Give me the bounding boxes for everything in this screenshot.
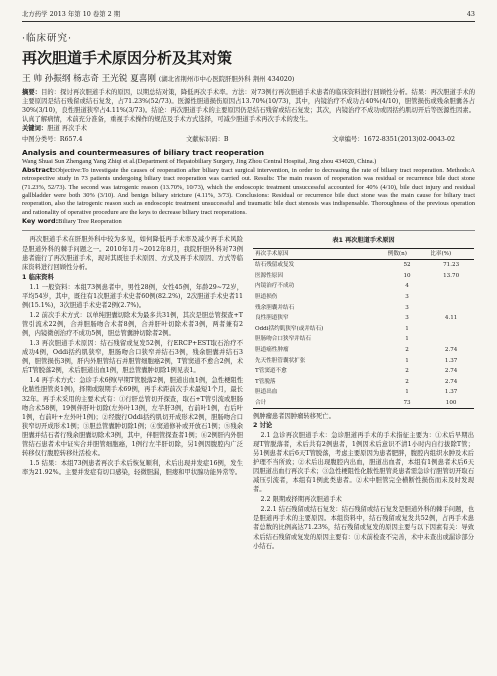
table-cell: 13.70 bbox=[443, 272, 460, 279]
table-row bbox=[253, 387, 474, 398]
keywords-zh bbox=[22, 125, 475, 134]
table-cell: 残余胆囊并结石 bbox=[255, 304, 295, 311]
body-paragraph: 1.2 前次手术方式：以单纯胆囊切除术为最多共31例，其次是胆总管探查+T管引流术22例，合并胆肠吻合术者8例，合并肝叶切除术者3例，两者兼有2例，内镜微创治疗不成功5例，胆总管囊肿切除者2例。 bbox=[22, 311, 243, 338]
table-row bbox=[253, 302, 474, 313]
cause-table bbox=[253, 237, 474, 408]
body-paragraph: 1.1 一般资料：本组73例患者中，男性28例，女性45例，年龄29~72岁，平均54岁，其中，既往有1次胆道手术史者60例(82.2%)，2次胆道手术史者11例(15.1%)，3次胆道手术史者2例(2.7%)。 bbox=[22, 283, 243, 309]
table-cell: 2.74 bbox=[444, 368, 458, 375]
author-line bbox=[22, 74, 475, 86]
table-cell: 52 bbox=[403, 262, 411, 269]
table-note: 例肿瘤患者因肿瘤转移死亡。 bbox=[253, 412, 335, 420]
table-cell bbox=[428, 334, 474, 345]
table-cell: 胆肠吻合口狭窄并结石 bbox=[255, 336, 311, 343]
table-cell: 73 bbox=[386, 398, 429, 409]
body-paragraph: 1.3 再次胆道手术原因：结石残留或复发52例，行ERCP+EST取石治疗不成功4例，Oddi括约肌狭窄，胆肠吻合口狭窄并结石3例，残余胆囊并结石3例，胆管损伤3例，肝内外胆管结石并胆管细胞癌2例，T管窦道不愈合2例，术后T管脱落2例，术后胆道出血1例，胆总管囊肿切除1例见表1。 bbox=[22, 340, 243, 375]
english-keywords bbox=[22, 217, 475, 226]
table-cell: 3 bbox=[405, 315, 409, 322]
keywords-label: 关键词： bbox=[22, 125, 48, 133]
table-header-cell: 比率(%) bbox=[428, 249, 474, 260]
section-heading: 1 临床资料 bbox=[22, 273, 54, 281]
table-cell: 100 bbox=[428, 398, 474, 409]
table-row bbox=[253, 334, 474, 345]
table-header-row bbox=[253, 249, 474, 260]
table-cell: 1 bbox=[405, 336, 409, 343]
body-paragraph: 2.2 限期或择期再次胆道手术 bbox=[260, 496, 342, 504]
english-abstract-label: Abstract: bbox=[22, 166, 56, 175]
table-row bbox=[253, 345, 474, 356]
english-abstract-text: Objective:To investigate the causes of reoperation after biliary tract surgical intervention, in order to decreasing the rate of biliary tract reoperation. Methods:A retrospective study in 73 patients undergoing biliary tract reoperation was carried out. Results: The main reason of reoperation was residual or recurrence bile duct stone (71.23%, 52/73). The second was iatrogenic reason (13.70%, 10/73), which the endoscopic treatment unsuccessful accounted for 40% (4/10), bile duct injury and residual gallbladder were both 30% (3/10). And benign biliary stricture (4.11%, 3/73). Conclusions: Residual or recurrence bile duct stone was the main cause for biliary tract reoperation, also the iatrogenic reason such as endoscopic treatment unsuccessful and traumatic bile duct stenosis was indispensable. Thoroughness of the previous operation and rationality of operative procedure are the keys to decrease biliary tract reoperations. bbox=[22, 167, 475, 216]
table-caption: 表1 再次胆道手术原因 bbox=[332, 237, 395, 245]
english-keywords-text: Biliary Tree Reoperation bbox=[58, 218, 122, 226]
keywords-text: 胆道 再次手术 bbox=[47, 125, 87, 133]
article-number: 文章编号：1672-8351(2013)02-0043-02 bbox=[332, 135, 455, 143]
table-header-cell: 例数(n) bbox=[386, 249, 429, 260]
english-title: Analysis and countermeasures of biliary tract reoperation bbox=[22, 147, 265, 157]
table-cell: 1.37 bbox=[444, 357, 458, 364]
section-heading: 2 讨论 bbox=[253, 421, 273, 429]
table-cell: 胆道癌性肿瘤 bbox=[255, 346, 289, 353]
right-column-text bbox=[253, 421, 474, 551]
english-authors: Wang Shuai Sun Zhengang Yang Zhiqi et al.(Department of Hepatobiliary Surgery, Jing Zhou Central Hospital, Jing zhou 434020, China.) bbox=[22, 157, 377, 165]
classification-line bbox=[22, 136, 475, 145]
table-row bbox=[253, 355, 474, 366]
body-paragraph: 2.2.1 结石残留或结石复发：结石残留或结石复发是胆道外科的棘手问题，也是胆道再手术的主要原因。本组资料中，结石残留或复发共52例，占再手术患者总数的比例高达71.23%，结石残留或复发的原因主要与以下因素有关：导致术后结石残留或复发的原因主要有：①术前检查不完善，术中未查出或漏诊部分小结石。 bbox=[253, 506, 474, 550]
table-row bbox=[253, 271, 474, 282]
right-column bbox=[253, 235, 474, 551]
table-cell: 3 bbox=[405, 304, 409, 311]
table-row bbox=[253, 292, 474, 303]
document-code: 文献标识码：B bbox=[186, 135, 229, 143]
table-cell: 结石残留或复发 bbox=[255, 262, 295, 269]
table-cell: 4.11 bbox=[444, 315, 458, 322]
body-columns bbox=[22, 230, 475, 551]
body-paragraph: 1.4 再手术方式：急诊手术6例(早期T管脱落2例，胆道出血1例，急性梗阻性化脓性胆管炎1例)，择期或限期手术69例，再手术距前次手术最短1个月，最长32年。再手术采用的主要术式有：①行肝总管切开探查，取石+T管引流或胆肠吻合术58例，19例伴肝叶切除(左外叶13例，左半肝3例，右前叶1例，右后叶1例，右前叶+左外叶1例)；②经腹行Oddi括约肌切开成形术2例，胆肠吻合口狭窄切开成形术1例；③胆总管囊肿切除1例；④窦道修补或开放石1例；⑤残余胆囊并结石者行残余胆囊切除术3例，其中，伴胆管探查者1例；⑥2例肝内外胆管结石患者术中证实合并胆管细胞癌，1例行左半肝切除，另1例因腹腔内广泛转移仅行腹腔转移灶活检术。 bbox=[22, 377, 243, 457]
table-row bbox=[253, 366, 474, 377]
table-cell: 1 bbox=[405, 325, 409, 332]
table-cell: 内镜治疗不成功 bbox=[255, 283, 295, 290]
table-cell: 胆道出血 bbox=[255, 389, 278, 396]
table-cell: 3 bbox=[405, 293, 409, 300]
table-cell: Oddi括约肌狭窄(或并结石) bbox=[255, 325, 324, 332]
table-head bbox=[253, 249, 474, 260]
page-number: 43 bbox=[466, 10, 475, 18]
table-cell: 先天性胆管囊状扩张 bbox=[255, 357, 306, 364]
table-cell bbox=[428, 292, 474, 303]
table-cell: T管脱落 bbox=[255, 378, 276, 385]
left-column bbox=[22, 235, 243, 551]
table-cell: T管窦道不愈 bbox=[255, 368, 287, 375]
table-cell: 良性胆道狭窄 bbox=[255, 315, 289, 322]
table-cell: 2 bbox=[405, 346, 409, 353]
table-row bbox=[253, 323, 474, 334]
affiliation: (湖北省荆州市中心医院肝胆外科 荆州 434020) bbox=[158, 74, 295, 83]
clc-number: 中图分类号：R657.4 bbox=[22, 135, 83, 143]
table-cell: 胆道损伤 bbox=[255, 293, 278, 300]
table-row bbox=[253, 313, 474, 324]
table-cell: 10 bbox=[403, 272, 411, 279]
table-cell: 1 bbox=[405, 357, 409, 364]
table-cell: 医源性原因 bbox=[255, 272, 283, 279]
journal-info: 北方药学 2013 年第 10 卷第 2 期 bbox=[22, 10, 121, 18]
table-cell bbox=[428, 323, 474, 334]
table-cell: 2 bbox=[405, 368, 409, 375]
table-cell: 1.37 bbox=[444, 389, 458, 396]
body-paragraph: 再次胆道手术在肝胆外科中较为多见，如何降低再手术率及减少再手术风险是胆道外科的棘手问题之一。2010年1月~2012年8月，我院肝胆外科对73例患者施行了再次胆道手术，现对其既往手术原因、方式及再手术原因、方式等临床资料进行回顾性分析。 bbox=[22, 236, 243, 271]
table-cell bbox=[428, 302, 474, 313]
table-cell: 2 bbox=[405, 378, 409, 385]
table-cell bbox=[428, 281, 474, 292]
table-cell: 2.74 bbox=[444, 346, 458, 353]
column-tag: ·临床研究· bbox=[22, 32, 73, 44]
english-abstract bbox=[22, 166, 475, 217]
table-cell: 1 bbox=[405, 389, 409, 396]
body-paragraph: 2.1 急诊再次胆道手术：急诊胆道再手术的手术指征主要为：①术后早期出现T管脱落者，术后共有2例患者，1例因术后意识不清1小时内自行拔除T管；另1例患者术后6天T管脱落，考虑主要原因为患者肥胖，腹腔内组织水肿及术后护理不当所致；②术后出现腹腔内出血，胆道出血者，本组有1例患者术后6天因胆道出血行再次手术；③急性梗阻性化脓性胆管炎患者需急诊行胆管切开取石减压引流者，本组有1例此类患者。②术中胆管完全横断性损伤而未及时发现者。 bbox=[253, 431, 474, 494]
abstract-text: 目的：探讨再次胆道手术的原因，以期总结对策，降低再次手术率。方法：对73例行再次胆道手术患者的临床资料进行回顾性分析。结果：再次胆道手术的主要原因是结石残留或结石复发，占71.23%(52/73)。医源性胆道损伤原因占13.70%(10/73)，其中，内镜治疗不成功占40%(4/10)，胆管损伤或残余胆囊各占30%(3/10)，良性胆道狭窄占4.11%(3/73)。结论：再次胆道手术的主要原因仍是结石残留或结石复发；其次，内镜治疗不成功或因括约肌切开后等医源性因素。认真了解病情，术前充分准备，重视手术操作的规范及手术方式选择，可减少胆道手术再次手术的发生。 bbox=[22, 89, 476, 123]
abstract-label: 摘要： bbox=[22, 89, 42, 97]
authors: 王 帅 孙振纲 杨志奇 王光锐 夏喜刚 bbox=[22, 73, 156, 84]
table-row bbox=[253, 260, 474, 271]
table-row bbox=[253, 281, 474, 292]
table-cell: 4 bbox=[405, 283, 409, 290]
table-cell: 71.23 bbox=[443, 262, 460, 269]
article-title: 再次胆道手术原因分析及其对策 bbox=[22, 48, 233, 67]
english-keywords-label: Key word: bbox=[22, 217, 59, 226]
body-paragraph: 1.5 结果：本组73例患者再次手术后恢复顺利，术后出现并发症16例，发生率为21.92%。主要并发症有切口感染，轻微胆漏，胆瘘和甲状腺功能异常等。 bbox=[22, 459, 243, 477]
abstract-zh bbox=[22, 89, 475, 124]
table-row bbox=[253, 398, 474, 409]
table-header-cell: 再次手术原因 bbox=[253, 249, 386, 260]
table-cell: 合计 bbox=[253, 398, 386, 409]
table-row bbox=[253, 376, 474, 387]
table-body bbox=[253, 260, 474, 408]
running-header bbox=[22, 10, 475, 22]
table-cell: 2.74 bbox=[444, 378, 458, 385]
